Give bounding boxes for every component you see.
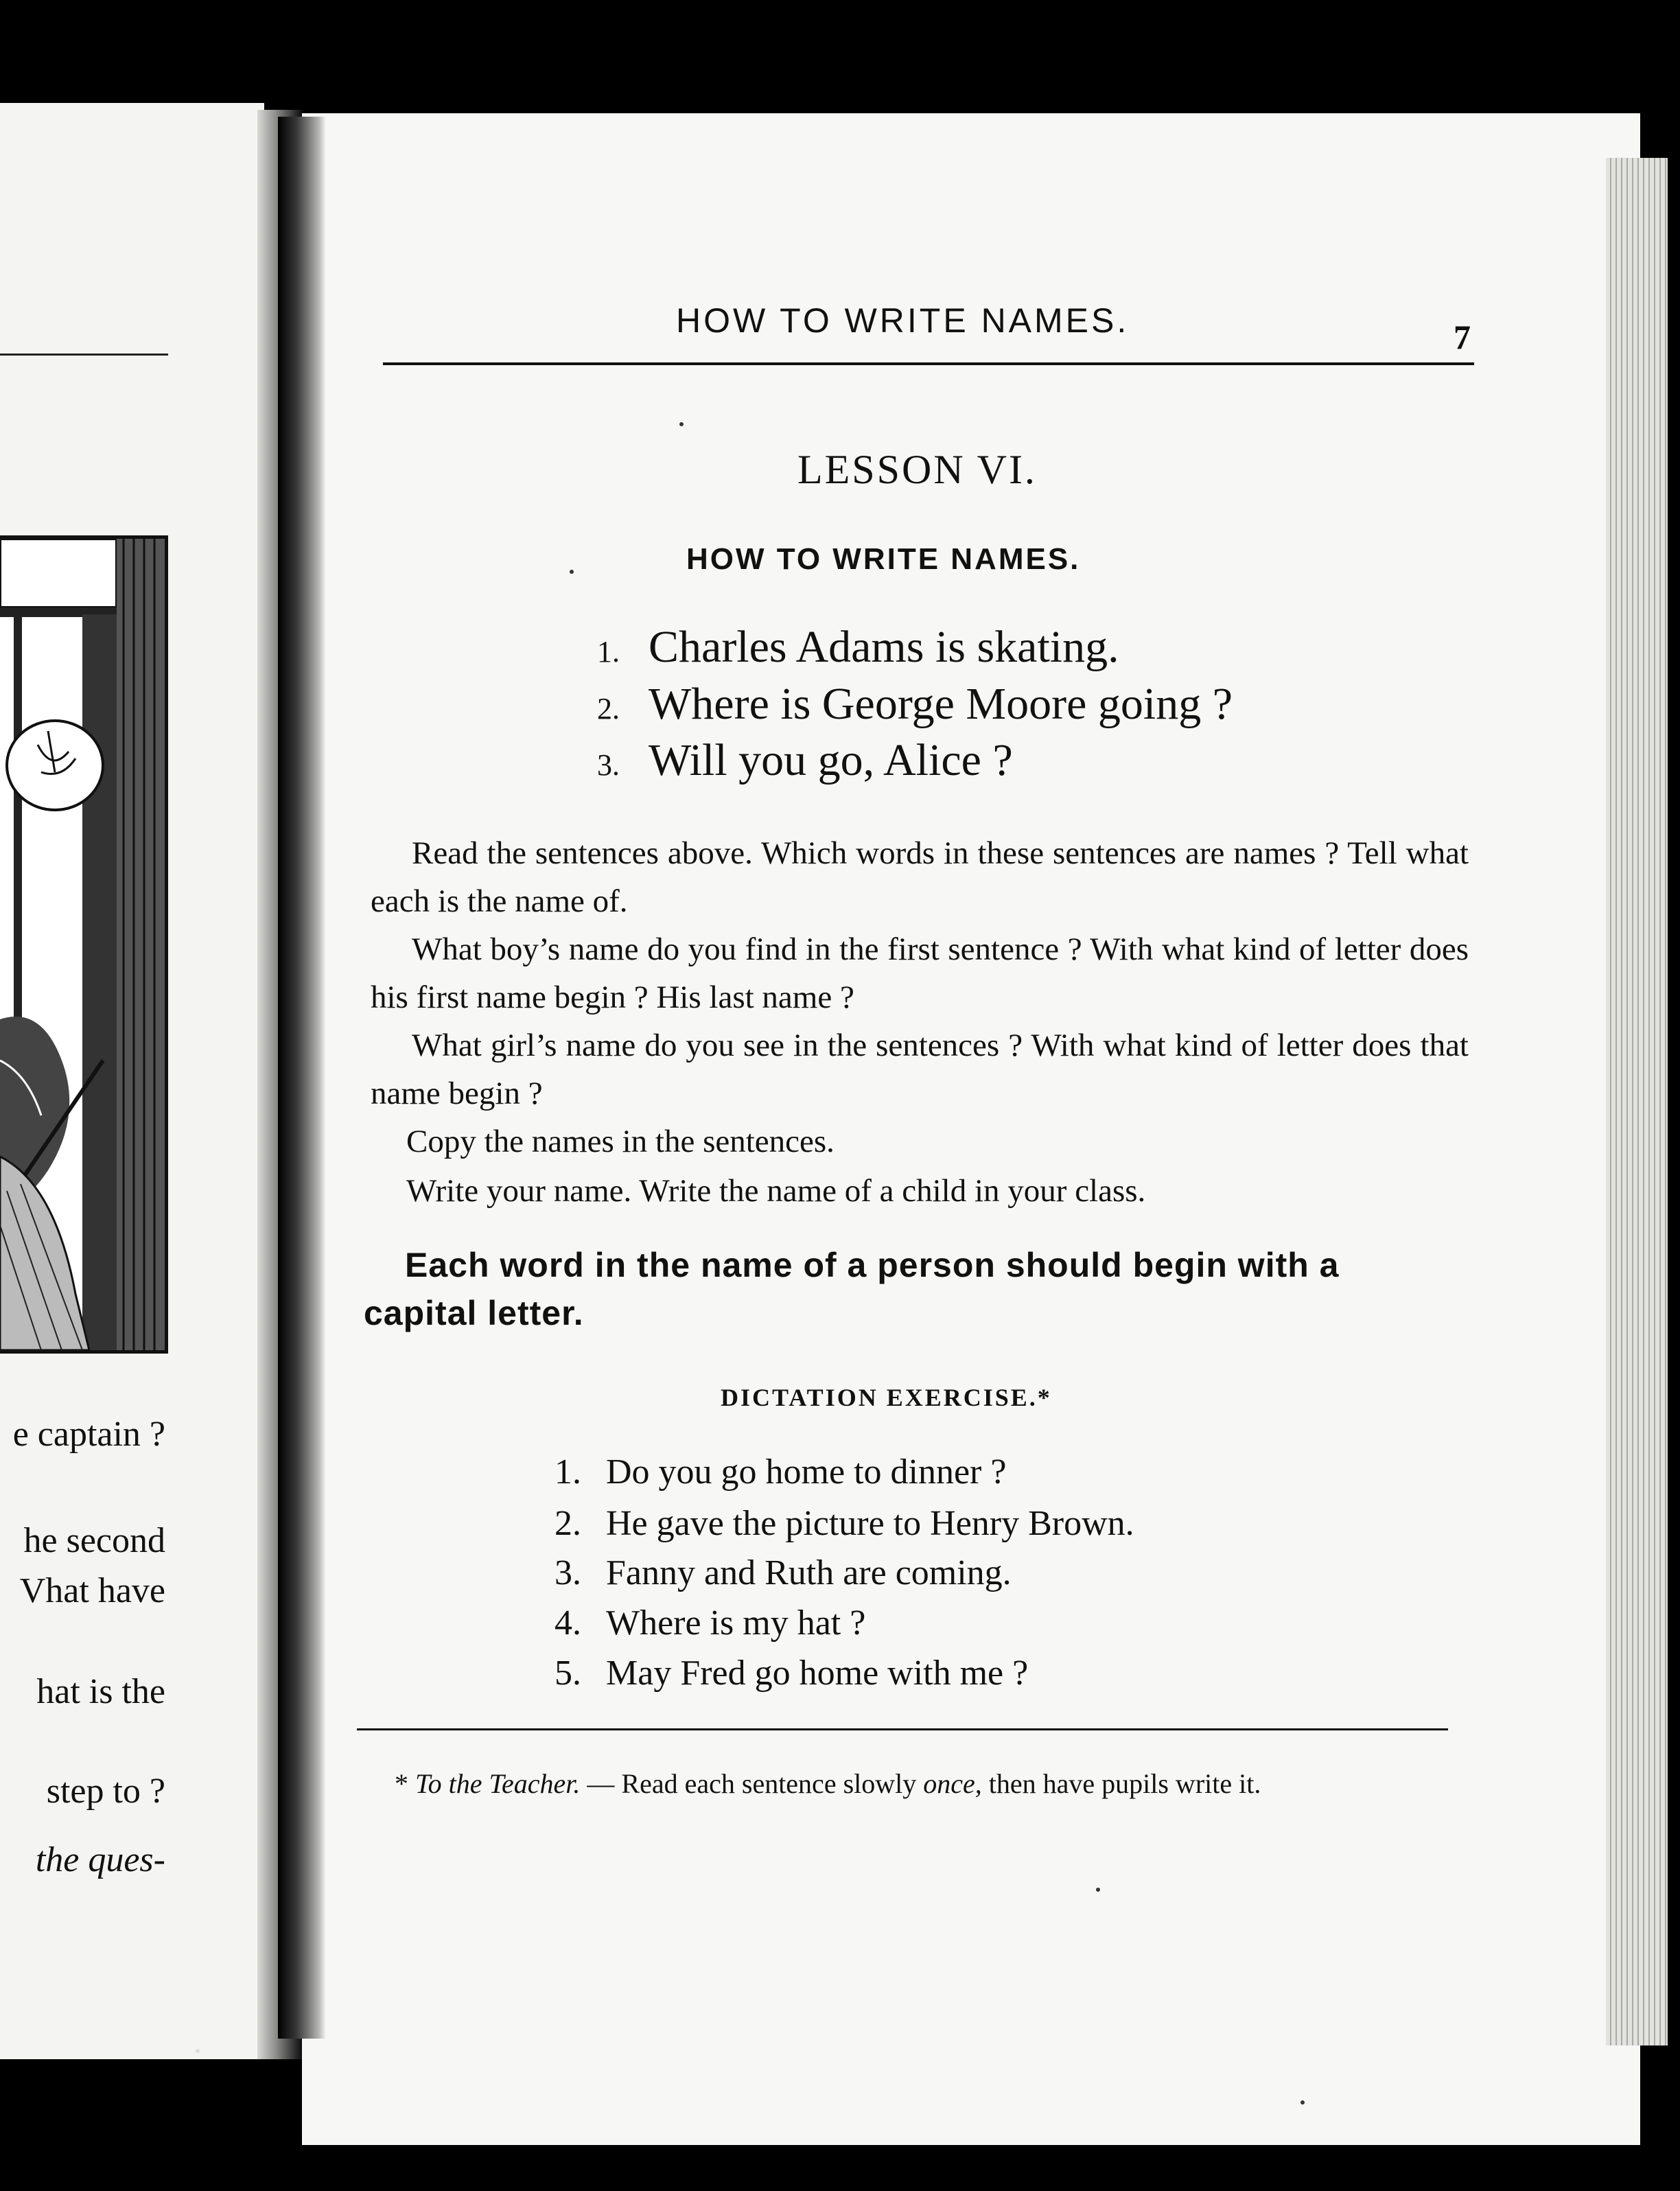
page-speck xyxy=(1096,1888,1100,1892)
example-number: 3. xyxy=(597,748,620,782)
dictation-text: Fanny and Ruth are coming. xyxy=(606,1553,1012,1592)
dictation-number: 3. xyxy=(555,1553,581,1592)
left-page-fragment: he second xyxy=(23,1521,165,1560)
example-number: 2. xyxy=(597,692,620,726)
left-page-illustration xyxy=(0,535,168,1354)
lesson-title: LESSON VI. xyxy=(797,447,1037,492)
lesson-paragraph: What boy’s name do you find in the first sentence ? With what kind of letter does his first name begin ? His last name ? xyxy=(371,931,1469,1015)
dictation-item xyxy=(555,1452,1006,1492)
capitalization-rule: Each word in the name of a person should begin with a capital letter. xyxy=(364,1246,1340,1332)
dictation-number: 2. xyxy=(555,1504,581,1543)
page-speck xyxy=(570,570,574,574)
left-page-fragment: the ques- xyxy=(35,1840,165,1879)
dictation-number: 4. xyxy=(555,1603,581,1643)
lesson-paragraph: Write your name. Write the name of a child in your class. xyxy=(406,1173,1146,1209)
dictation-item xyxy=(555,1603,865,1643)
dictation-number: 1. xyxy=(555,1452,581,1492)
footnote-text-2: then have pupils write it. xyxy=(981,1768,1261,1799)
dictation-number: 5. xyxy=(555,1654,581,1693)
dictation-item xyxy=(555,1653,1028,1693)
dictation-text: Where is my hat ? xyxy=(606,1603,866,1643)
page-number: 7 xyxy=(1454,318,1471,356)
header-rule xyxy=(383,362,1474,365)
footnote xyxy=(395,1767,1261,1800)
page-speck xyxy=(1300,2100,1305,2105)
footnote-text-1: Read each sentence slowly xyxy=(621,1768,924,1799)
page-speck xyxy=(196,2049,200,2053)
dictation-text: May Fred go home with me ? xyxy=(606,1654,1029,1693)
example-text: Where is George Moore going ? xyxy=(649,679,1233,729)
dictation-item xyxy=(555,1553,1012,1593)
lesson-subtitle: HOW TO WRITE NAMES. xyxy=(686,542,1081,576)
left-page-rule xyxy=(0,353,168,356)
left-page-fragment: Vhat have xyxy=(19,1571,165,1610)
left-page-fragment: step to ? xyxy=(46,1772,165,1811)
illustration-drawing xyxy=(0,539,165,1350)
running-head: HOW TO WRITE NAMES. xyxy=(676,301,1130,340)
dictation-text: He gave the picture to Henry Brown. xyxy=(606,1504,1134,1543)
example-text: Will you go, Alice ? xyxy=(649,735,1013,785)
dictation-heading: DICTATION EXERCISE.* xyxy=(721,1384,1052,1411)
dictation-text: Do you go home to dinner ? xyxy=(606,1452,1007,1492)
dictation-item xyxy=(555,1503,1134,1544)
example-sentence xyxy=(597,621,1119,673)
footnote-dash: — xyxy=(580,1768,622,1799)
page-edges xyxy=(1606,158,1668,2045)
lesson-paragraph: What girl’s name do you see in the sentences ? With what kind of letter does that name begin ? xyxy=(371,1028,1469,1111)
lesson-paragraph: Copy the names in the sentences. xyxy=(406,1124,835,1159)
left-page-fragment: e captain ? xyxy=(12,1415,165,1454)
example-sentence xyxy=(597,678,1233,730)
page-speck xyxy=(679,422,684,426)
footnote-rule xyxy=(357,1728,1448,1730)
book-spine xyxy=(278,117,326,2039)
footnote-marker: * xyxy=(395,1768,408,1799)
footnote-teacher: To the Teacher. xyxy=(415,1768,581,1799)
lesson-paragraph: Read the sentences above. Which words in these sentences are names ? Tell what each is the name of. xyxy=(371,835,1469,919)
example-text: Charles Adams is skating. xyxy=(649,622,1119,672)
footnote-once: once, xyxy=(923,1768,982,1799)
example-sentence xyxy=(597,734,1013,787)
left-page-fragment: hat is the xyxy=(36,1672,165,1711)
example-number: 1. xyxy=(597,635,620,669)
